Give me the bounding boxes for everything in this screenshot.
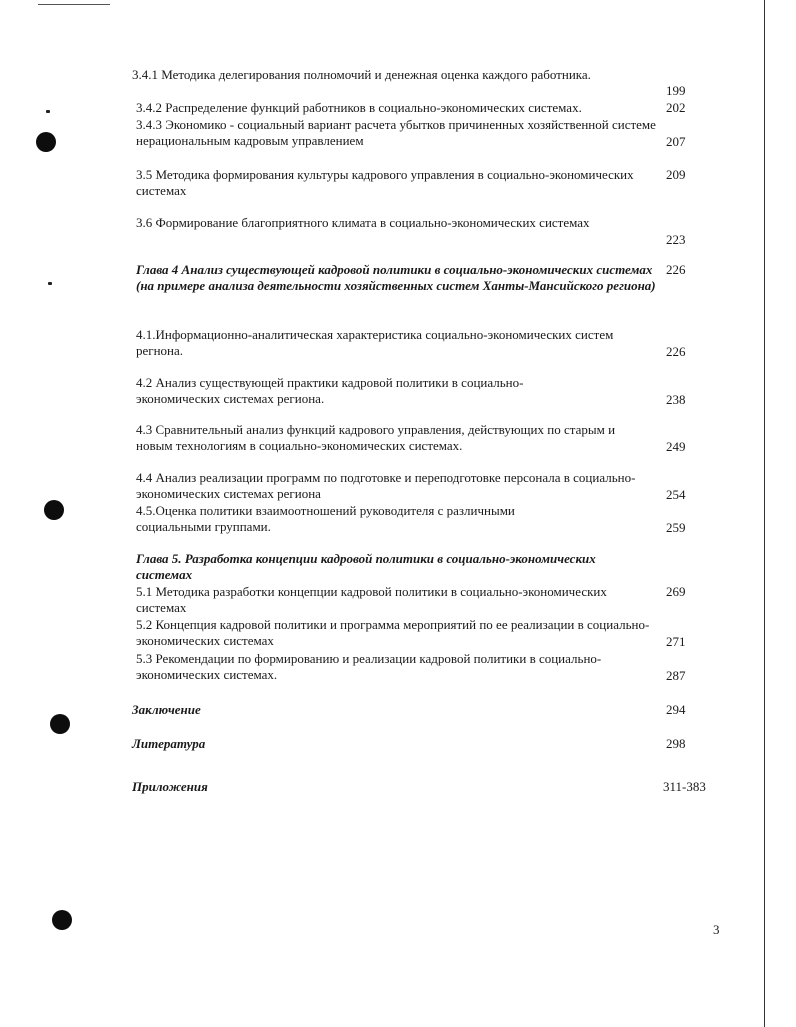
toc-page-4-4: 254 <box>666 487 686 502</box>
page-edge-line <box>764 0 765 1027</box>
toc-page-3-4-2: 202 <box>666 100 686 115</box>
punch-hole <box>52 910 72 930</box>
page-number: 3 <box>713 922 720 937</box>
punch-hole <box>44 500 64 520</box>
toc-entry-4-4: 4.4 Анализ реализации программ по подготовке и переподготовке персонала в социально-экономических системах региона <box>136 470 636 501</box>
top-rule <box>38 4 110 5</box>
toc-page-5-2: 271 <box>666 634 686 649</box>
toc-page-3-6: 223 <box>666 232 686 247</box>
toc-entry-5-2: 5.2 Концепция кадровой политики и программа мероприятий по ее реализации в социально-экономических системах <box>136 617 650 648</box>
scan-speck <box>48 282 52 285</box>
toc-entry-3-4-2: 3.4.2 Распределение функций работников в социально-экономических системах. <box>136 100 582 115</box>
toc-entry-4-2: 4.2 Анализ существующей практики кадровой политики в социально-экономических системах региона. <box>136 375 524 406</box>
toc-entry-4-5: 4.5.Оценка политики взаимоотношений руководителя с различными социальными группами. <box>136 503 515 534</box>
toc-page-4-1: 226 <box>666 344 686 359</box>
punch-hole <box>36 132 56 152</box>
toc-page-chapter-4: 226 <box>666 262 686 277</box>
toc-appendices: Приложения <box>132 779 208 794</box>
toc-entry-3-6: 3.6 Формирование благоприятного климата в социально-экономических системах <box>136 215 590 230</box>
toc-page-5-3: 287 <box>666 668 686 683</box>
toc-page-4-3: 249 <box>666 439 686 454</box>
toc-conclusion: Заключение <box>132 702 201 717</box>
toc-page-3-4-1: 199 <box>666 83 686 98</box>
toc-page-3-4-3: 207 <box>666 134 686 149</box>
toc-entry-5-1: 5.1 Методика разработки концепции кадровой политики в социально-экономических системах <box>136 584 607 615</box>
toc-page-appendices: 311-383 <box>663 779 706 794</box>
toc-page-literature: 298 <box>666 736 686 751</box>
toc-page-conclusion: 294 <box>666 702 686 717</box>
toc-entry-3-4-1: 3.4.1 Методика делегирования полномочий и денежная оценка каждого работника. <box>132 67 591 82</box>
toc-chapter-4: Глава 4 Анализ существующей кадровой политики в социально-экономических системах (на примере анализа деятельности хозяйственных систем Ханты-Мансийского региона) <box>136 262 656 293</box>
toc-page-4-5: 259 <box>666 520 686 535</box>
toc-entry-3-5: 3.5 Методика формирования культуры кадрового управления в социально-экономических системах <box>136 167 634 198</box>
toc-entry-4-3: 4.3 Сравнительный анализ функций кадрового управления, действующих по старым и новым технологиям в социально-экономических системах. <box>136 422 616 453</box>
toc-literature: Литература <box>132 736 206 751</box>
toc-page-4-2: 238 <box>666 392 686 407</box>
scan-speck <box>46 110 50 113</box>
toc-entry-5-3: 5.3 Рекомендации по формированию и реализации кадровой политики в социально-экономических системах. <box>136 651 602 682</box>
toc-entry-3-4-3: 3.4.3 Экономико - социальный вариант расчета убытков причиненных хозяйственной системе нерациональным кадровым управлением <box>136 117 656 148</box>
toc-page-3-5: 209 <box>666 167 686 182</box>
toc-entry-4-1: 4.1.Информационно-аналитическая характеристика социально-экономических систем регнона. <box>136 327 614 358</box>
toc-chapter-5: Глава 5. Разработка концепции кадровой политики в социально-экономических системах <box>136 551 596 582</box>
punch-hole <box>50 714 70 734</box>
toc-page-5-1: 269 <box>666 584 686 599</box>
